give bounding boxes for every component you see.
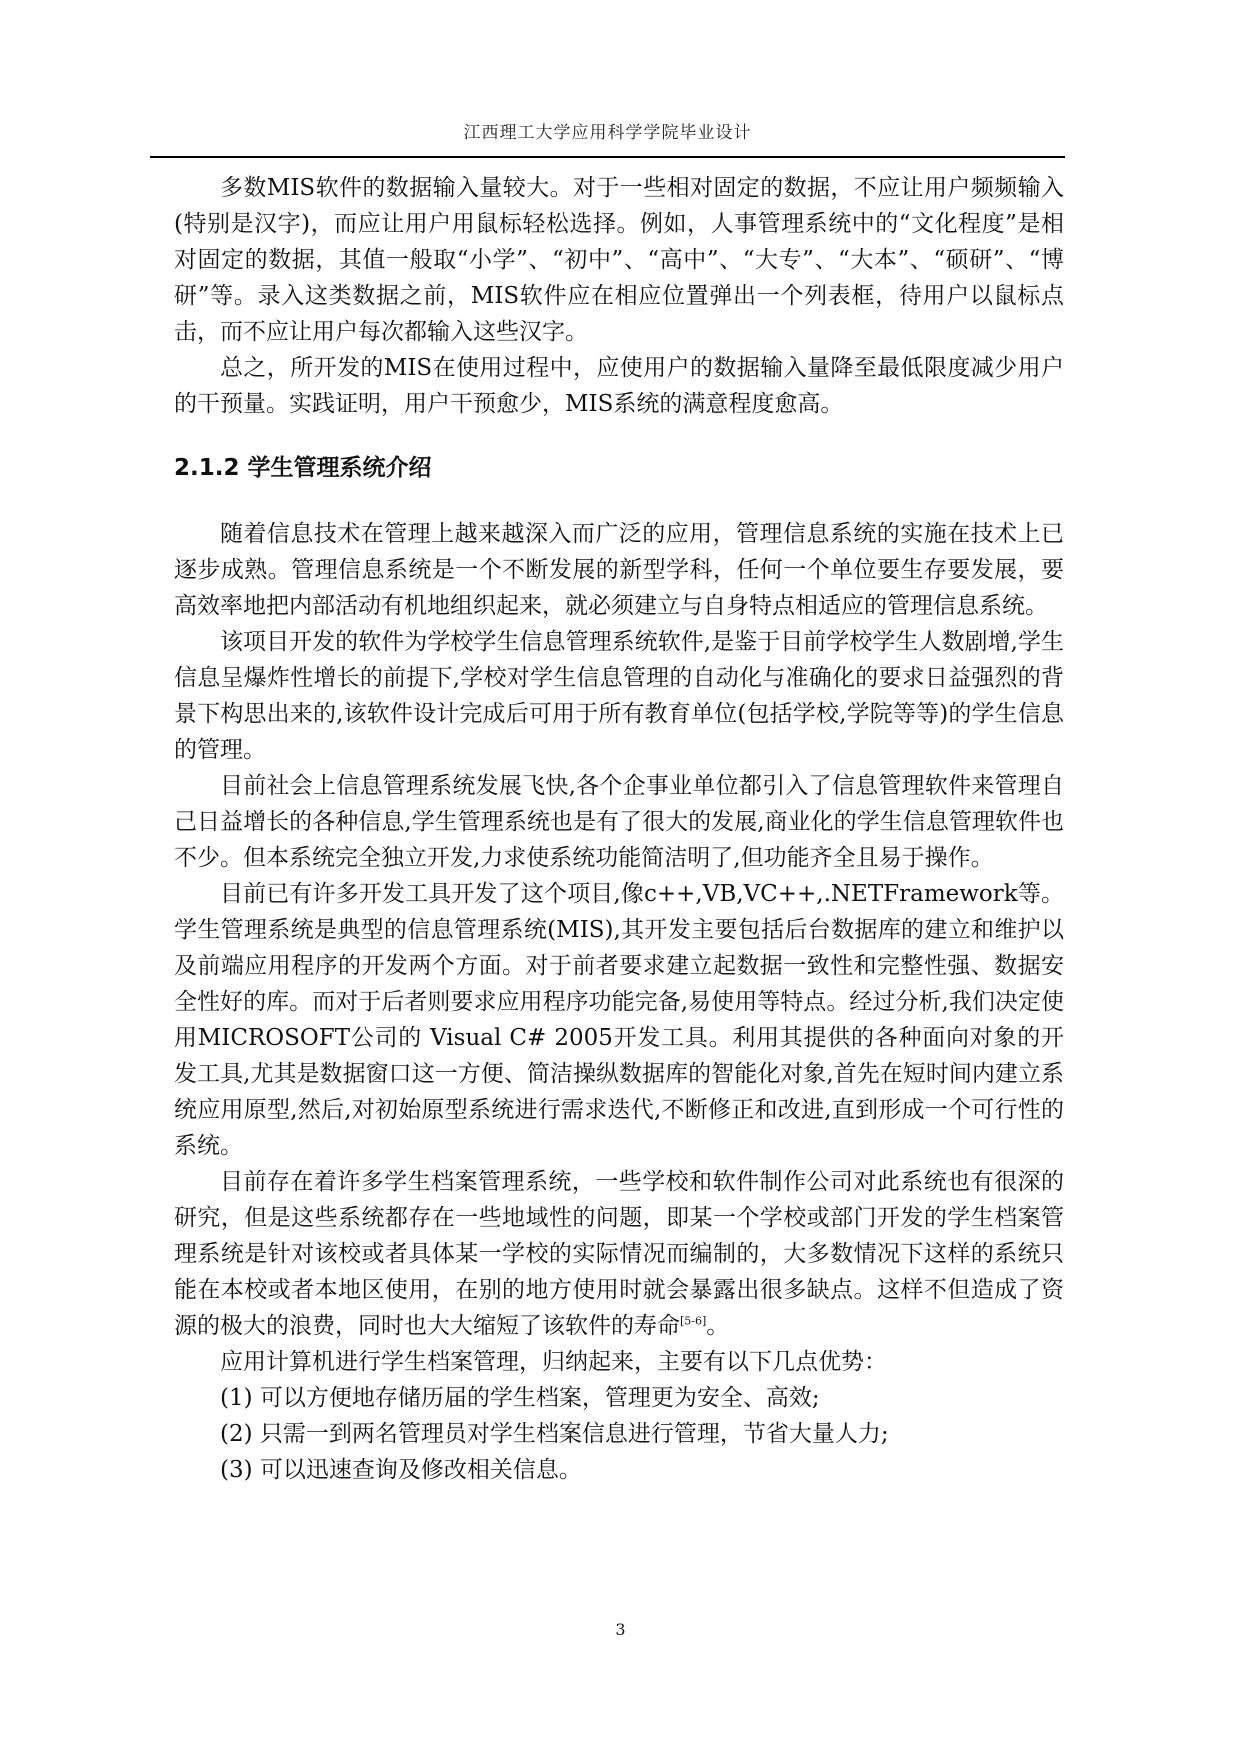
section-paragraph-3: 目前社会上信息管理系统发展飞快,各个企事业单位都引入了信息管理软件来管理自己日益增长的各种信息,学生管理系统也是有了很大的发展,商业化的学生信息管理软件也不少。但本系统完全独立开发,力求使系统功能简洁明了,但功能齐全且易于操作。: [174, 773, 1064, 871]
section-paragraph-4: 目前已有许多开发工具开发了这个项目,像c++,VB,VC++,.NETFramework等。学生管理系统是典型的信息管理系统(MIS),其开发主要包括后台数据库的建立和维护以及前端应用程序的开发两个方面。对于前者要求建立起数据一致性和完整性强、数据安全性好的库。而对于后者则要求应用程序功能完备,易使用等特点。经过分析,我们决定使用MICROSOFT公司的 Visual C# 2005开发工具。利用其提供的各种面向对象的开发工具,尤其是数据窗口这一方便、简洁操纵数据库的智能化对象,首先在短时间内建立系统应用原型,然后,对初始原型系统进行需求迭代,不断修正和改进,直到形成一个可行性的系统。: [174, 881, 1064, 1159]
intro-paragraph-2: 总之，所开发的MIS在使用过程中，应使用户的数据输入量降至最低限度减少用户的干预量。实践证明，用户干预愈少，MIS系统的满意程度愈高。: [174, 355, 1064, 417]
advantages-intro: 应用计算机进行学生档案管理，归纳起来，主要有以下几点优势：: [220, 1349, 887, 1375]
citation-paragraph-text: 目前存在着许多学生档案管理系统，一些学校和软件制作公司对此系统也有很深的研究，但是这些系统都存在一些地域性的问题，即某一个学校或部门开发的学生档案管理系统是针对该校或者具体某一学校的实际情况而编制的，大多数情况下这样的系统只能在本校或者本地区使用，在别的地方使用时就会暴露出很多缺点。这样不但造成了资源的极大的浪费，同时也大大缩短了该软件的寿命: [174, 1169, 1064, 1339]
advantage-item-3: (3) 可以迅速查询及修改相关信息。: [220, 1457, 582, 1483]
citation-paragraph-ending: 。: [706, 1313, 730, 1339]
document-body: [174, 170, 1064, 1488]
header-title: 江西理工大学应用科学学院毕业设计: [463, 123, 752, 143]
intro-paragraph-1: 多数MIS软件的数据输入量较大。对于一些相对固定的数据，不应让用户频频输入(特别是汉字)，而应让用户用鼠标轻松选择。例如，人事管理系统中的“文化程度”是相对固定的数据，其值一般取“小学”、“初中”、“高中”、“大专”、“大本”、“硕研”、“博研”等。录入这类数据之前，MIS软件应在相应位置弹出一个列表框，待用户以鼠标点击，而不应让用户每次都输入这些汉字。: [174, 175, 1064, 345]
section-paragraph-2: 该项目开发的软件为学校学生信息管理系统软件,是鉴于目前学校学生人数剧增,学生信息呈爆炸性增长的前提下,学校对学生信息管理的自动化与准确化的要求日益强烈的背景下构思出来的,该软件设计完成后可用于所有教育单位(包括学校,学院等等)的学生信息的管理。: [174, 629, 1064, 763]
page-header: [150, 104, 1065, 158]
page-number: 3: [615, 1620, 626, 1639]
section-heading: 2.1.2 学生管理系统介绍: [174, 455, 432, 481]
section-paragraph-citation: [174, 1164, 1064, 1344]
citation-reference: [5-6]: [680, 1314, 707, 1328]
advantage-item-1: (1) 可以方便地存储历届的学生档案，管理更为安全、高效;: [220, 1385, 820, 1411]
advantage-item-2: (2) 只需一到两名管理员对学生档案信息进行管理，节省大量人力;: [220, 1421, 889, 1447]
section-paragraph-1: 随着信息技术在管理上越来越深入而广泛的应用，管理信息系统的实施在技术上已逐步成熟。管理信息系统是一个不断发展的新型学科，任何一个单位要生存要发展，要高效率地把内部活动有机地组织起来，就必须建立与自身特点相适应的管理信息系统。: [174, 521, 1064, 619]
